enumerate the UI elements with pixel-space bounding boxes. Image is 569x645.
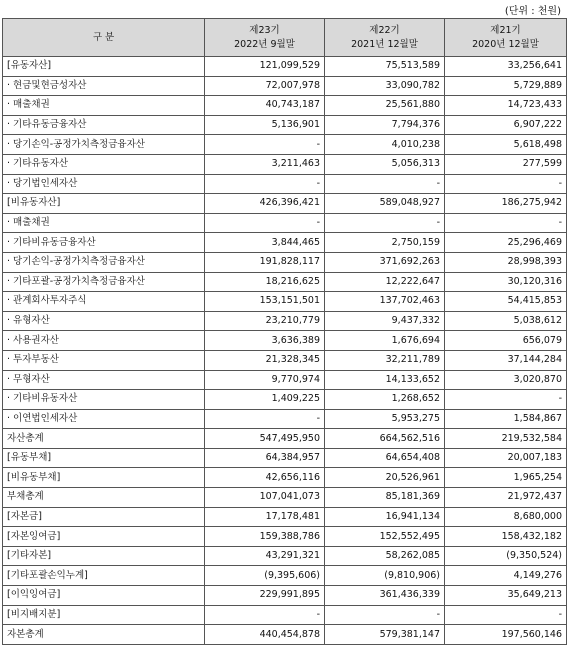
- table-row: [3, 76, 567, 96]
- row-value: 152,552,495: [325, 527, 445, 547]
- row-label: · 무형자산: [3, 370, 205, 390]
- header-period-23: [205, 19, 325, 57]
- row-value: 3,211,463: [205, 154, 325, 174]
- row-value: 18,216,625: [205, 272, 325, 292]
- row-value: 42,656,116: [205, 468, 325, 488]
- row-value: 35,649,213: [445, 586, 567, 606]
- table-header-row: [3, 19, 567, 57]
- row-value: 6,907,222: [445, 115, 567, 135]
- row-value: 1,965,254: [445, 468, 567, 488]
- table-row: [3, 311, 567, 331]
- row-value: 1,268,652: [325, 390, 445, 410]
- row-value: 14,133,652: [325, 370, 445, 390]
- row-label: · 관계회사투자주식: [3, 292, 205, 312]
- table-row: [3, 448, 567, 468]
- table-row: [3, 390, 567, 410]
- row-value: 5,136,901: [205, 115, 325, 135]
- row-value: 4,010,238: [325, 135, 445, 155]
- row-value: 159,388,786: [205, 527, 325, 547]
- row-value: 3,020,870: [445, 370, 567, 390]
- header-category: 구 분: [3, 19, 205, 57]
- row-value: 153,151,501: [205, 292, 325, 312]
- row-value: 229,991,895: [205, 586, 325, 606]
- table-row: [3, 272, 567, 292]
- row-value: 277,599: [445, 154, 567, 174]
- row-value: 8,680,000: [445, 507, 567, 527]
- row-value: 32,211,789: [325, 350, 445, 370]
- row-value: 37,144,284: [445, 350, 567, 370]
- row-value: 64,654,408: [325, 448, 445, 468]
- row-value: 7,794,376: [325, 115, 445, 135]
- row-label: · 기타유동금융자산: [3, 115, 205, 135]
- header-date: 2020년 12월말: [472, 38, 539, 50]
- row-value: 5,618,498: [445, 135, 567, 155]
- header-date: 2021년 12월말: [351, 38, 418, 50]
- row-value: 5,953,275: [325, 409, 445, 429]
- row-value: 75,513,589: [325, 57, 445, 77]
- row-value: 2,750,159: [325, 233, 445, 253]
- row-value: -: [445, 605, 567, 625]
- row-value: 656,079: [445, 331, 567, 351]
- row-value: 440,454,878: [205, 625, 325, 645]
- row-label: [비지배지분]: [3, 605, 205, 625]
- table-row: [3, 488, 567, 508]
- header-term: 제23기: [249, 24, 280, 36]
- row-value: -: [205, 409, 325, 429]
- row-label: · 기타비유동자산: [3, 390, 205, 410]
- row-label: [유동부채]: [3, 448, 205, 468]
- row-value: 579,381,147: [325, 625, 445, 645]
- row-label: · 기타유동자산: [3, 154, 205, 174]
- row-value: -: [445, 213, 567, 233]
- row-label: [비유동자산]: [3, 194, 205, 214]
- header-period-21: [445, 19, 567, 57]
- row-value: 121,099,529: [205, 57, 325, 77]
- row-label: · 유형자산: [3, 311, 205, 331]
- table-row: [3, 194, 567, 214]
- row-label: · 현금및현금성자산: [3, 76, 205, 96]
- table-row: [3, 625, 567, 645]
- table-row: [3, 527, 567, 547]
- row-value: (9,395,606): [205, 566, 325, 586]
- row-value: 25,296,469: [445, 233, 567, 253]
- row-label: [자본잉여금]: [3, 527, 205, 547]
- row-value: 85,181,369: [325, 488, 445, 508]
- row-label: 자본총계: [3, 625, 205, 645]
- row-value: 107,041,073: [205, 488, 325, 508]
- row-label: · 기타포괄-공정가치측정금융자산: [3, 272, 205, 292]
- row-label: [이익잉여금]: [3, 586, 205, 606]
- row-value: 30,120,316: [445, 272, 567, 292]
- row-value: -: [205, 605, 325, 625]
- table-row: [3, 370, 567, 390]
- row-value: 64,384,957: [205, 448, 325, 468]
- row-value: -: [205, 135, 325, 155]
- table-row: [3, 586, 567, 606]
- row-label: · 투자부동산: [3, 350, 205, 370]
- table-row: [3, 174, 567, 194]
- row-label: · 당기손익-공정가치측정금융자산: [3, 252, 205, 272]
- row-value: -: [445, 174, 567, 194]
- row-value: 21,328,345: [205, 350, 325, 370]
- row-label: · 당기법인세자산: [3, 174, 205, 194]
- row-value: 3,844,465: [205, 233, 325, 253]
- row-value: 547,495,950: [205, 429, 325, 449]
- row-value: 1,676,694: [325, 331, 445, 351]
- row-value: 426,396,421: [205, 194, 325, 214]
- row-label: · 기타비유동금융자산: [3, 233, 205, 253]
- row-label: · 사용권자산: [3, 331, 205, 351]
- table-row: [3, 566, 567, 586]
- table-row: [3, 233, 567, 253]
- row-value: 361,436,339: [325, 586, 445, 606]
- row-value: 16,941,134: [325, 507, 445, 527]
- row-label: [자본금]: [3, 507, 205, 527]
- row-value: 371,692,263: [325, 252, 445, 272]
- row-label: [기타자본]: [3, 546, 205, 566]
- row-value: 9,437,332: [325, 311, 445, 331]
- row-value: 14,723,433: [445, 96, 567, 116]
- row-value: 20,526,961: [325, 468, 445, 488]
- row-value: 20,007,183: [445, 448, 567, 468]
- row-value: -: [445, 390, 567, 410]
- table-row: [3, 57, 567, 77]
- row-value: 1,409,225: [205, 390, 325, 410]
- table-row: [3, 252, 567, 272]
- row-value: 58,262,085: [325, 546, 445, 566]
- row-value: 72,007,978: [205, 76, 325, 96]
- row-value: 33,256,641: [445, 57, 567, 77]
- row-value: 186,275,942: [445, 194, 567, 214]
- table-row: [3, 605, 567, 625]
- row-label: 자산총계: [3, 429, 205, 449]
- row-value: 23,210,779: [205, 311, 325, 331]
- row-value: (9,810,906): [325, 566, 445, 586]
- row-value: 25,561,880: [325, 96, 445, 116]
- row-value: (9,350,524): [445, 546, 567, 566]
- row-value: 12,222,647: [325, 272, 445, 292]
- row-value: 43,291,321: [205, 546, 325, 566]
- row-value: 21,972,437: [445, 488, 567, 508]
- row-value: 197,560,146: [445, 625, 567, 645]
- table-row: [3, 115, 567, 135]
- row-value: 5,729,889: [445, 76, 567, 96]
- table-body: [3, 57, 567, 645]
- row-value: 40,743,187: [205, 96, 325, 116]
- table-row: [3, 96, 567, 116]
- row-value: -: [205, 213, 325, 233]
- row-value: 137,702,463: [325, 292, 445, 312]
- row-label: · 매출채권: [3, 96, 205, 116]
- table-row: [3, 135, 567, 155]
- row-value: -: [325, 213, 445, 233]
- row-value: 1,584,867: [445, 409, 567, 429]
- table-row: [3, 468, 567, 488]
- header-term: 제22기: [369, 24, 400, 36]
- header-term: 제21기: [490, 24, 521, 36]
- row-label: [기타포괄손익누계]: [3, 566, 205, 586]
- table-row: [3, 213, 567, 233]
- row-label: · 매출채권: [3, 213, 205, 233]
- table-row: [3, 350, 567, 370]
- row-value: 191,828,117: [205, 252, 325, 272]
- table-row: [3, 546, 567, 566]
- row-value: 158,432,182: [445, 527, 567, 547]
- row-label: [유동자산]: [3, 57, 205, 77]
- balance-sheet-table: [2, 18, 567, 645]
- table-row: [3, 429, 567, 449]
- row-value: 33,090,782: [325, 76, 445, 96]
- row-value: 589,048,927: [325, 194, 445, 214]
- header-period-22: [325, 19, 445, 57]
- row-value: 28,998,393: [445, 252, 567, 272]
- row-label: · 당기손익-공정가치측정금융자산: [3, 135, 205, 155]
- unit-label: (단위 : 천원): [504, 6, 561, 17]
- row-label: 부채총계: [3, 488, 205, 508]
- row-value: 3,636,389: [205, 331, 325, 351]
- row-value: -: [205, 174, 325, 194]
- row-value: 5,038,612: [445, 311, 567, 331]
- row-value: 17,178,481: [205, 507, 325, 527]
- row-value: 5,056,313: [325, 154, 445, 174]
- header-date: 2022년 9월말: [234, 38, 295, 50]
- row-value: 664,562,516: [325, 429, 445, 449]
- table-row: [3, 507, 567, 527]
- row-value: 9,770,974: [205, 370, 325, 390]
- row-label: · 이연법인세자산: [3, 409, 205, 429]
- table-row: [3, 331, 567, 351]
- row-value: 54,415,853: [445, 292, 567, 312]
- row-label: [비유동부채]: [3, 468, 205, 488]
- row-value: -: [325, 605, 445, 625]
- row-value: 4,149,276: [445, 566, 567, 586]
- row-value: -: [325, 174, 445, 194]
- table-row: [3, 292, 567, 312]
- table-row: [3, 154, 567, 174]
- table-row: [3, 409, 567, 429]
- row-value: 219,532,584: [445, 429, 567, 449]
